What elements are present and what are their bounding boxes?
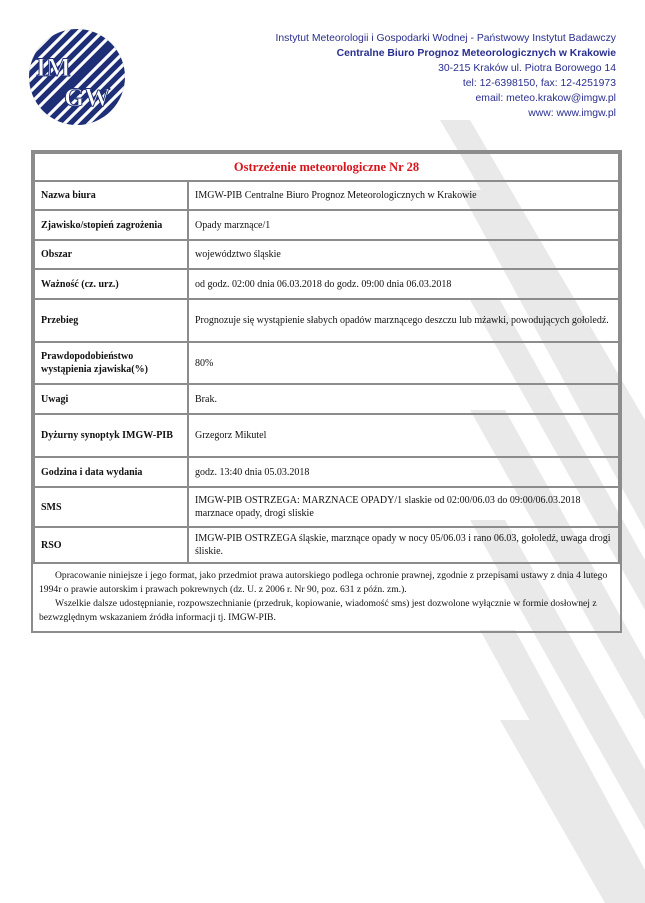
- redistribution-paragraph: Wszelkie dalsze udostępnianie, rozpowszechnianie (przedruk, kopiowanie, wiadomość sms) jest dozwolone wyłącznie w formie dosłownej z bezwzględnym wskazaniem źródła informacji tj. IMGW-PIB.: [39, 598, 597, 623]
- row-value-area: województwo śląskie: [188, 240, 619, 269]
- copyright-paragraph: Opracowanie niniejsze i jego format, jako przedmiot prawa autorskiego podlega ochronie prawnej, zgodnie z przepisami ustawy z dnia 4 lutego 1994r o prawie autorskim i prawach pokrewnych (dz. U. z 2006 r. Nr 90, poz. 631 z późn. zm.).: [39, 570, 608, 595]
- copyright-notice: [33, 564, 620, 631]
- row-label-validity: Ważność (cz. urz.): [34, 269, 188, 299]
- row-label-issued: Godzina i data wydania: [34, 457, 188, 487]
- bureau-name: Centralne Biuro Prognoz Meteorologicznych w Krakowie: [336, 48, 616, 59]
- row-value-sms: IMGW-PIB OSTRZEGA: MARZNACE OPADY/1 slaskie od 02:00/06.03 do 09:00/06.03.2018 marznace opady, drogi sliskie: [188, 487, 619, 527]
- warning-table: [33, 152, 620, 564]
- row-value-rso: IMGW-PIB OSTRZEGA śląskie, marznące opady w nocy 05/06.03 i rano 06.03, gołoledź, uwaga drogi śliskie.: [188, 527, 619, 563]
- row-label-rso: RSO: [34, 527, 188, 563]
- row-label-area: Obszar: [34, 240, 188, 269]
- table-row: [34, 269, 619, 299]
- logo-text-top: IM: [36, 53, 71, 82]
- row-label-course: Przebieg: [34, 299, 188, 342]
- phone: tel: 12-6398150, fax: 12-4251973: [462, 78, 616, 89]
- table-row: [34, 240, 619, 269]
- table-row: [34, 181, 619, 210]
- row-value-course: Prognozuje się wystąpienie słabych opadów marznącego deszczu lub mżawki, powodujących gołoledź.: [188, 299, 619, 342]
- table-row: [34, 527, 619, 563]
- row-value-office: IMGW-PIB Centralne Biuro Prognoz Meteorologicznych w Krakowie: [188, 181, 619, 210]
- row-value-phenomenon: Opady marznące/1: [188, 210, 619, 240]
- row-label-forecaster: Dyżurny synoptyk IMGW-PIB: [34, 414, 188, 457]
- institute-name: Instytut Meteorologii i Gospodarki Wodnej - Państwowy Instytut Badawczy: [275, 33, 616, 44]
- table-row: [34, 210, 619, 240]
- table-row: [34, 384, 619, 414]
- table-row: [34, 457, 619, 487]
- table-row: [34, 487, 619, 527]
- row-label-office: Nazwa biura: [34, 181, 188, 210]
- row-label-remarks: Uwagi: [34, 384, 188, 414]
- row-value-validity: od godz. 02:00 dnia 06.03.2018 do godz. 09:00 dnia 06.03.2018: [188, 269, 619, 299]
- imgw-logo: [28, 28, 126, 126]
- website: www: www.imgw.pl: [528, 108, 616, 119]
- row-value-probability: 80%: [188, 342, 619, 384]
- warning-title: Ostrzeżenie meteorologiczne Nr 28: [34, 153, 619, 181]
- address: 30-215 Kraków ul. Piotra Borowego 14: [438, 63, 616, 74]
- title-row: [34, 153, 619, 181]
- table-row: [34, 342, 619, 384]
- logo-text-bottom: GW: [64, 83, 111, 112]
- row-label-probability: Prawdopodobieństwo wystąpienia zjawiska(%): [34, 342, 188, 384]
- row-value-forecaster: Grzegorz Mikutel: [188, 414, 619, 457]
- email: email: meteo.krakow@imgw.pl: [475, 93, 616, 104]
- row-label-sms: SMS: [34, 487, 188, 527]
- table-row: [34, 299, 619, 342]
- table-row: [34, 414, 619, 457]
- institute-header: [275, 31, 616, 121]
- warning-document: [31, 150, 622, 633]
- row-value-remarks: Brak.: [188, 384, 619, 414]
- row-value-issued: godz. 13:40 dnia 05.03.2018: [188, 457, 619, 487]
- row-label-phenomenon: Zjawisko/stopień zagrożenia: [34, 210, 188, 240]
